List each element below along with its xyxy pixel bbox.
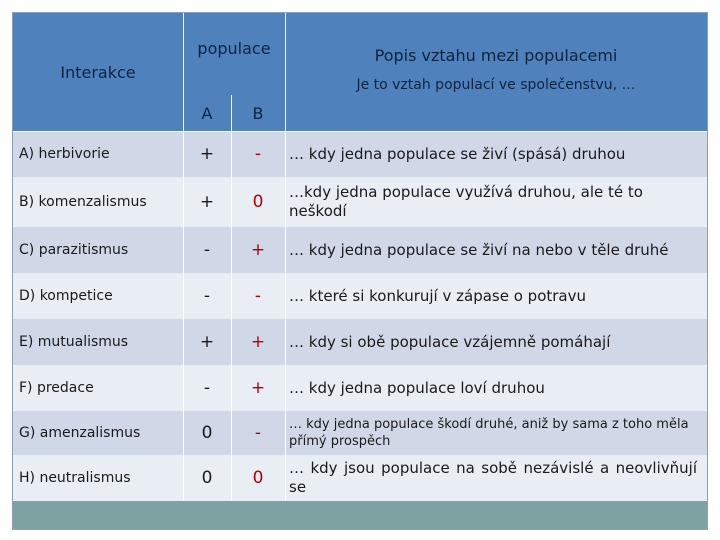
row-sign-a: 0	[201, 423, 213, 443]
row-sign-b: 0	[252, 192, 264, 212]
row-sign-a: +	[199, 144, 215, 164]
row-sign-b: -	[254, 144, 262, 164]
row-sign-b: 0	[252, 468, 264, 488]
row-sign-a: -	[203, 286, 211, 306]
row-name: G) amenzalismus	[19, 425, 141, 441]
column-divider	[183, 13, 184, 501]
header-populace	[183, 13, 285, 95]
row-sign-a: 0	[201, 468, 213, 488]
row-description: … kdy jsou populace na sobě nezávislé a neovlivňují se	[289, 459, 697, 496]
row-sign-b: -	[254, 286, 262, 306]
row-description: … kdy jedna populace se živí (spásá) druhou	[289, 144, 626, 163]
row-sign-b: +	[250, 378, 266, 398]
table-row	[13, 131, 707, 177]
header-col-b-label: B	[252, 103, 264, 123]
row-description: …kdy jedna populace využívá druhou, ale té to neškodí	[289, 183, 643, 220]
header-col-b	[231, 95, 285, 131]
table-row	[13, 455, 707, 501]
table-footer-bar	[13, 501, 707, 529]
header-interakce-label: Interakce	[60, 62, 136, 82]
row-divider	[13, 131, 707, 132]
row-description: … kdy jedna populace škodí druhé, aniž by sama z toho měla přímý prospěch	[289, 417, 689, 449]
row-name: D) kompetice	[19, 288, 113, 304]
row-description: … kdy si obě populace vzájemně pomáhají	[289, 332, 611, 351]
row-name: F) predace	[19, 380, 94, 396]
header-populace-label: populace	[197, 39, 271, 58]
column-divider	[231, 95, 232, 501]
row-name: B) komenzalismus	[19, 194, 147, 210]
header-interakce	[13, 13, 183, 131]
row-sign-a: +	[199, 332, 215, 352]
row-name: A) herbivorie	[19, 146, 110, 162]
row-name: C) parazitismus	[19, 242, 129, 258]
header-col-a	[183, 95, 231, 131]
table-row	[13, 411, 707, 455]
row-sign-b: -	[254, 423, 262, 443]
table-row	[13, 273, 707, 319]
table-row	[13, 227, 707, 273]
header-popis	[285, 13, 707, 131]
header-popis-title: Popis vztahu mezi populacemi	[374, 45, 618, 65]
row-sign-a: -	[203, 240, 211, 260]
row-name: E) mutualismus	[19, 334, 129, 350]
row-sign-a: +	[199, 192, 215, 212]
table-row	[13, 319, 707, 365]
row-sign-b: +	[250, 240, 266, 260]
table-row	[13, 365, 707, 411]
row-description: … kdy jedna populace loví druhou	[289, 378, 545, 397]
header-popis-subtitle: Je to vztah populací ve společenstvu, …	[356, 76, 636, 93]
row-description: … kdy jedna populace se živí na nebo v těle druhé	[289, 240, 669, 259]
column-divider	[285, 13, 286, 501]
interaction-table	[12, 12, 708, 530]
header-col-a-label: A	[201, 103, 213, 123]
row-sign-b: +	[250, 332, 266, 352]
table-row	[13, 177, 707, 227]
row-sign-a: -	[203, 378, 211, 398]
row-name: H) neutralismus	[19, 470, 131, 486]
row-description: … které si konkurují v zápase o potravu	[289, 286, 586, 305]
